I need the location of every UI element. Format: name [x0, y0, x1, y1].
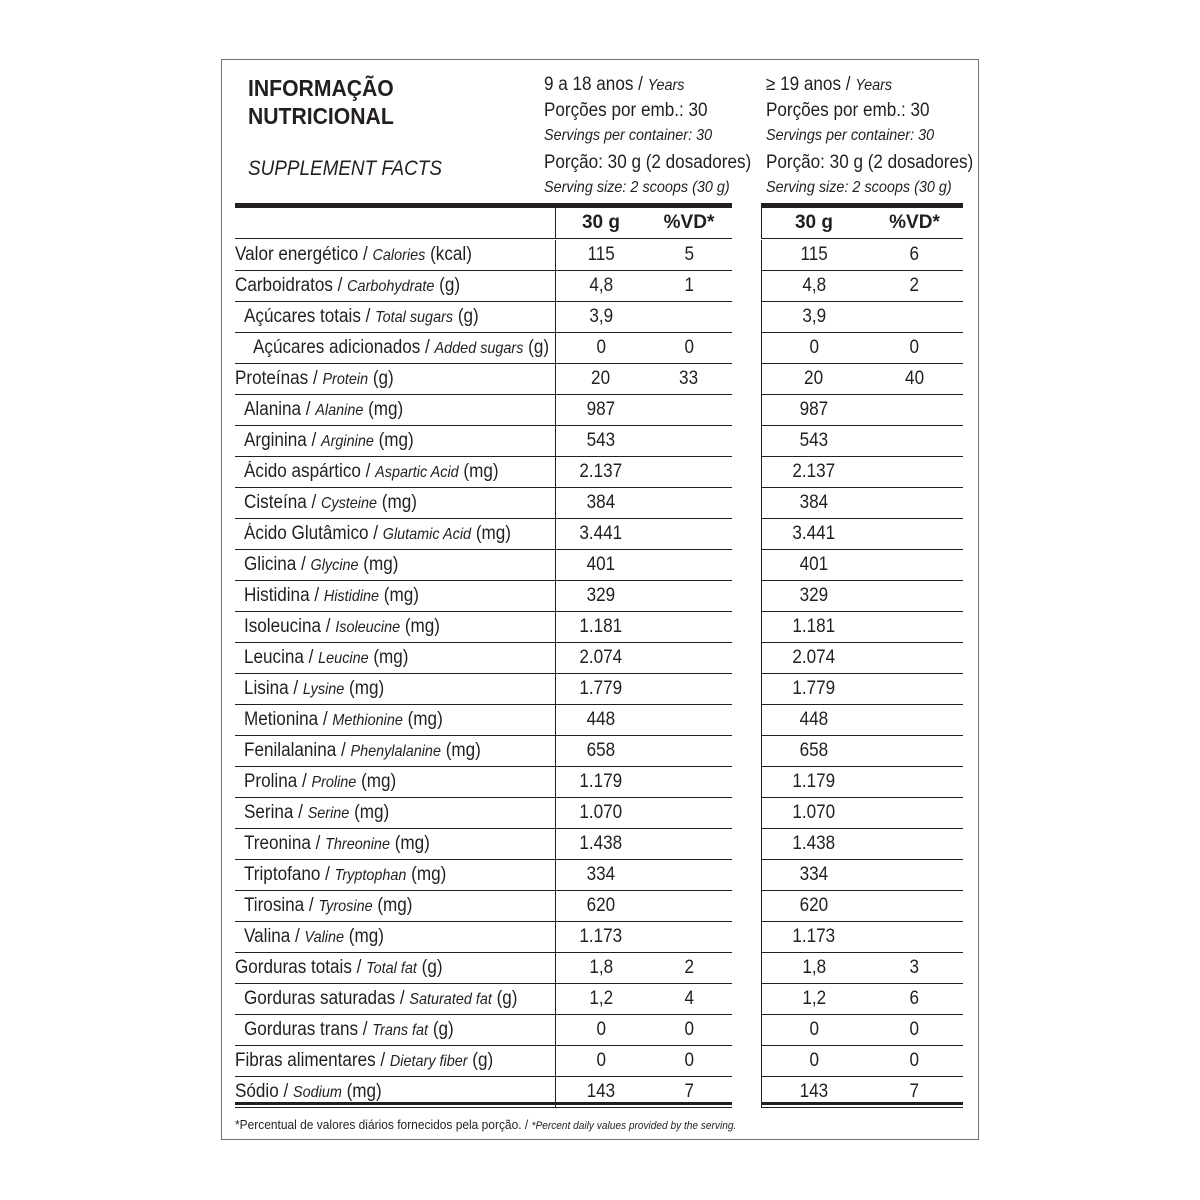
- group2-dv-cell: [866, 643, 963, 674]
- page-title: INFORMAÇÃO NUTRICIONAL: [248, 75, 394, 129]
- table-row: [222, 457, 980, 488]
- group1-dv-cell: [646, 674, 732, 705]
- group2-amount-cell: 143: [761, 1077, 866, 1108]
- group2-amount-cell: 1,2: [761, 984, 866, 1015]
- group1-dv-cell: 7: [646, 1077, 732, 1108]
- group1-dv-cell: [646, 767, 732, 798]
- group1-amount-cell: 2.074: [555, 643, 646, 674]
- group2-amount-cell: 448: [761, 705, 866, 736]
- table-row: [222, 736, 980, 767]
- group2-amount-cell: 2.137: [761, 457, 866, 488]
- group1-dv-cell: [646, 798, 732, 829]
- group1-dv-cell: [646, 550, 732, 581]
- group1-amount-cell: 115: [555, 240, 646, 271]
- group2-amount-cell: 384: [761, 488, 866, 519]
- group2-amount-cell: 620: [761, 891, 866, 922]
- nutrient-label: Arginina / Arginine (mg): [235, 426, 555, 457]
- group1-amount-cell: 987: [555, 395, 646, 426]
- group1-amount-cell: 2.137: [555, 457, 646, 488]
- group2-dv-cell: [866, 550, 963, 581]
- group1-amount-cell: 384: [555, 488, 646, 519]
- group1-dv-cell: 2: [646, 953, 732, 984]
- nutrient-label: Histidina / Histidine (mg): [235, 581, 555, 612]
- group1-dv-cell: [646, 457, 732, 488]
- group2-amount-cell: 1.173: [761, 922, 866, 953]
- nutrient-label: Fibras alimentares / Dietary fiber (g): [235, 1046, 555, 1077]
- group1-dv-cell: [646, 519, 732, 550]
- nutrient-label: Serina / Serine (mg): [235, 798, 555, 829]
- nutrient-label: Valina / Valine (mg): [235, 922, 555, 953]
- group2-amount-cell: 2.074: [761, 643, 866, 674]
- table-row: [222, 860, 980, 891]
- group2-dv-cell: [866, 426, 963, 457]
- nutrient-label: Lisina / Lysine (mg): [235, 674, 555, 705]
- nutrient-label: Ácido aspártico / Aspartic Acid (mg): [235, 457, 555, 488]
- table-row: [222, 426, 980, 457]
- nutrient-label: Açúcares adicionados / Added sugars (g): [235, 333, 555, 364]
- nutrient-label: Treonina / Threonine (mg): [235, 829, 555, 860]
- group2-amount-cell: 0: [761, 1015, 866, 1046]
- group1-dv-cell: 0: [646, 1015, 732, 1046]
- nutrient-label: Valor energético / Calories (kcal): [235, 240, 555, 271]
- group1-dv-cell: [646, 829, 732, 860]
- nutrient-label: Gorduras saturadas / Saturated fat (g): [235, 984, 555, 1015]
- nutrient-label: Metionina / Methionine (mg): [235, 705, 555, 736]
- group2-dv-cell: [866, 891, 963, 922]
- table-row: [222, 1015, 980, 1046]
- group2-dv-cell: 7: [866, 1077, 963, 1108]
- group2-dv-cell: [866, 302, 963, 333]
- group2-dv-header: %VD*: [866, 208, 963, 239]
- group1-dv-cell: 0: [646, 333, 732, 364]
- group1-dv-cell: 4: [646, 984, 732, 1015]
- group2-amount-cell: 0: [761, 333, 866, 364]
- group1-amount-cell: 1.070: [555, 798, 646, 829]
- group2-dv-cell: [866, 705, 963, 736]
- group1-dv-cell: [646, 891, 732, 922]
- group1-dv-cell: [646, 488, 732, 519]
- table-row: [222, 1046, 980, 1077]
- group1-amount-cell: 543: [555, 426, 646, 457]
- group1-amount-cell: 1.438: [555, 829, 646, 860]
- group1-header: 9 a 18 anos / Years Porções por emb.: 30 Servings per container: 30 Porção: 30 g (2 dosadores) Serving size: 2 scoops (30 g): [544, 74, 752, 196]
- group2-dv-cell: [866, 612, 963, 643]
- table-row: [222, 767, 980, 798]
- group1-dv-cell: [646, 612, 732, 643]
- nutrient-label: Proteínas / Protein (g): [235, 364, 555, 395]
- table-row: [222, 705, 980, 736]
- group1-dv-cell: [646, 643, 732, 674]
- table-row: [222, 643, 980, 674]
- nutrient-label: Tirosina / Tyrosine (mg): [235, 891, 555, 922]
- group1-dv-header: %VD*: [646, 208, 732, 239]
- nutrient-label: Gorduras trans / Trans fat (g): [235, 1015, 555, 1046]
- group2-header: ≥ 19 anos / Years Porções por emb.: 30 Servings per container: 30 Porção: 30 g (2 dosadores) Serving size: 2 scoops (30 g): [766, 74, 974, 196]
- group2-dv-cell: [866, 581, 963, 612]
- table-row: [222, 364, 980, 395]
- footnote: *Percentual de valores diários fornecidos pela porção. / *Percent daily values provided by the serving.: [235, 1117, 737, 1132]
- table-row: [222, 922, 980, 953]
- table-row: [222, 984, 980, 1015]
- group1-amount-cell: 401: [555, 550, 646, 581]
- table-row: [222, 674, 980, 705]
- group2-dv-cell: 0: [866, 1015, 963, 1046]
- group1-amount-cell: 4,8: [555, 271, 646, 302]
- footer-rule-right: [761, 1102, 963, 1105]
- nutrient-label: Triptofano / Tryptophan (mg): [235, 860, 555, 891]
- nutrient-label: Ácido Glutâmico / Glutamic Acid (mg): [235, 519, 555, 550]
- group1-dv-cell: [646, 395, 732, 426]
- group2-dv-cell: [866, 488, 963, 519]
- nutrient-label: Carboidratos / Carbohydrate (g): [235, 271, 555, 302]
- group2-dv-cell: [866, 457, 963, 488]
- group1-dv-cell: [646, 426, 732, 457]
- group1-dv-cell: [646, 736, 732, 767]
- nutrient-label: Glicina / Glycine (mg): [235, 550, 555, 581]
- nutrient-label: Fenilalanina / Phenylalanine (mg): [235, 736, 555, 767]
- group1-amount-cell: 1.179: [555, 767, 646, 798]
- group2-amount-cell: 401: [761, 550, 866, 581]
- table-row: [222, 798, 980, 829]
- group1-dv-cell: 5: [646, 240, 732, 271]
- group1-dv-cell: [646, 922, 732, 953]
- group1-amount-header: 30 g: [555, 208, 646, 239]
- nutrient-label: Gorduras totais / Total fat (g): [235, 953, 555, 984]
- nutrient-label: Açúcares totais / Total sugars (g): [235, 302, 555, 333]
- table-row: [222, 891, 980, 922]
- group2-amount-cell: 4,8: [761, 271, 866, 302]
- nutrient-label: Prolina / Proline (mg): [235, 767, 555, 798]
- nutrient-label: Isoleucina / Isoleucine (mg): [235, 612, 555, 643]
- group2-amount-cell: 987: [761, 395, 866, 426]
- group2-amount-cell: 3,9: [761, 302, 866, 333]
- group2-amount-cell: 1.179: [761, 767, 866, 798]
- group1-dv-cell: 1: [646, 271, 732, 302]
- group2-dv-cell: 6: [866, 240, 963, 271]
- group2-amount-cell: 20: [761, 364, 866, 395]
- group2-amount-cell: 3.441: [761, 519, 866, 550]
- table-row: [222, 612, 980, 643]
- group1-dv-cell: [646, 705, 732, 736]
- group2-amount-cell: 329: [761, 581, 866, 612]
- table-row: [222, 302, 980, 333]
- group2-dv-cell: [866, 519, 963, 550]
- group1-amount-cell: 0: [555, 333, 646, 364]
- group2-amount-cell: 115: [761, 240, 866, 271]
- group2-dv-cell: 40: [866, 364, 963, 395]
- group1-amount-cell: 620: [555, 891, 646, 922]
- group2-amount-cell: 543: [761, 426, 866, 457]
- table-row: [222, 829, 980, 860]
- table-row: [222, 271, 980, 302]
- table-row: [222, 488, 980, 519]
- nutrient-label: Alanina / Alanine (mg): [235, 395, 555, 426]
- table-row: [222, 395, 980, 426]
- group2-dv-cell: [866, 395, 963, 426]
- table-header-row: [222, 208, 980, 239]
- group1-dv-cell: [646, 860, 732, 891]
- group1-amount-cell: 0: [555, 1015, 646, 1046]
- group2-amount-cell: 658: [761, 736, 866, 767]
- group1-amount-cell: 0: [555, 1046, 646, 1077]
- nutrient-label: Sódio / Sodium (mg): [235, 1077, 555, 1108]
- group1-amount-cell: 334: [555, 860, 646, 891]
- table-row: [222, 953, 980, 984]
- group1-amount-cell: 1.181: [555, 612, 646, 643]
- group1-amount-cell: 1.779: [555, 674, 646, 705]
- footer-rule-left: [235, 1102, 732, 1105]
- group2-amount-cell: 1.438: [761, 829, 866, 860]
- group1-dv-cell: [646, 581, 732, 612]
- group2-amount-cell: 0: [761, 1046, 866, 1077]
- table-row: [222, 333, 980, 364]
- group1-amount-cell: 3.441: [555, 519, 646, 550]
- group2-amount-cell: 334: [761, 860, 866, 891]
- group1-amount-cell: 658: [555, 736, 646, 767]
- group1-amount-cell: 1.173: [555, 922, 646, 953]
- group2-dv-cell: [866, 829, 963, 860]
- table-row: [222, 240, 980, 271]
- group2-amount-cell: 1.779: [761, 674, 866, 705]
- group2-dv-cell: [866, 674, 963, 705]
- supplement-facts-subtitle: SUPPLEMENT FACTS: [248, 157, 442, 180]
- group1-dv-cell: [646, 302, 732, 333]
- group2-dv-cell: [866, 922, 963, 953]
- group2-dv-cell: [866, 736, 963, 767]
- group2-amount-cell: 1,8: [761, 953, 866, 984]
- group2-amount-header: 30 g: [761, 208, 866, 239]
- group1-amount-cell: 20: [555, 364, 646, 395]
- group2-dv-cell: 0: [866, 333, 963, 364]
- group2-amount-cell: 1.070: [761, 798, 866, 829]
- table-row: [222, 550, 980, 581]
- group2-dv-cell: 2: [866, 271, 963, 302]
- group2-dv-cell: 3: [866, 953, 963, 984]
- group1-amount-cell: 329: [555, 581, 646, 612]
- group1-dv-cell: 0: [646, 1046, 732, 1077]
- group2-amount-cell: 1.181: [761, 612, 866, 643]
- group2-dv-cell: [866, 767, 963, 798]
- group2-dv-cell: 0: [866, 1046, 963, 1077]
- group2-dv-cell: [866, 798, 963, 829]
- group1-dv-cell: 33: [646, 364, 732, 395]
- nutrition-facts-panel: [221, 59, 979, 1140]
- table-row: [222, 581, 980, 612]
- group1-amount-cell: 3,9: [555, 302, 646, 333]
- group1-amount-cell: 143: [555, 1077, 646, 1108]
- group2-dv-cell: 6: [866, 984, 963, 1015]
- group1-amount-cell: 448: [555, 705, 646, 736]
- table-row: [222, 519, 980, 550]
- group1-amount-cell: 1,2: [555, 984, 646, 1015]
- nutrient-label: Cisteína / Cysteine (mg): [235, 488, 555, 519]
- nutrient-label: Leucina / Leucine (mg): [235, 643, 555, 674]
- group2-dv-cell: [866, 860, 963, 891]
- group1-amount-cell: 1,8: [555, 953, 646, 984]
